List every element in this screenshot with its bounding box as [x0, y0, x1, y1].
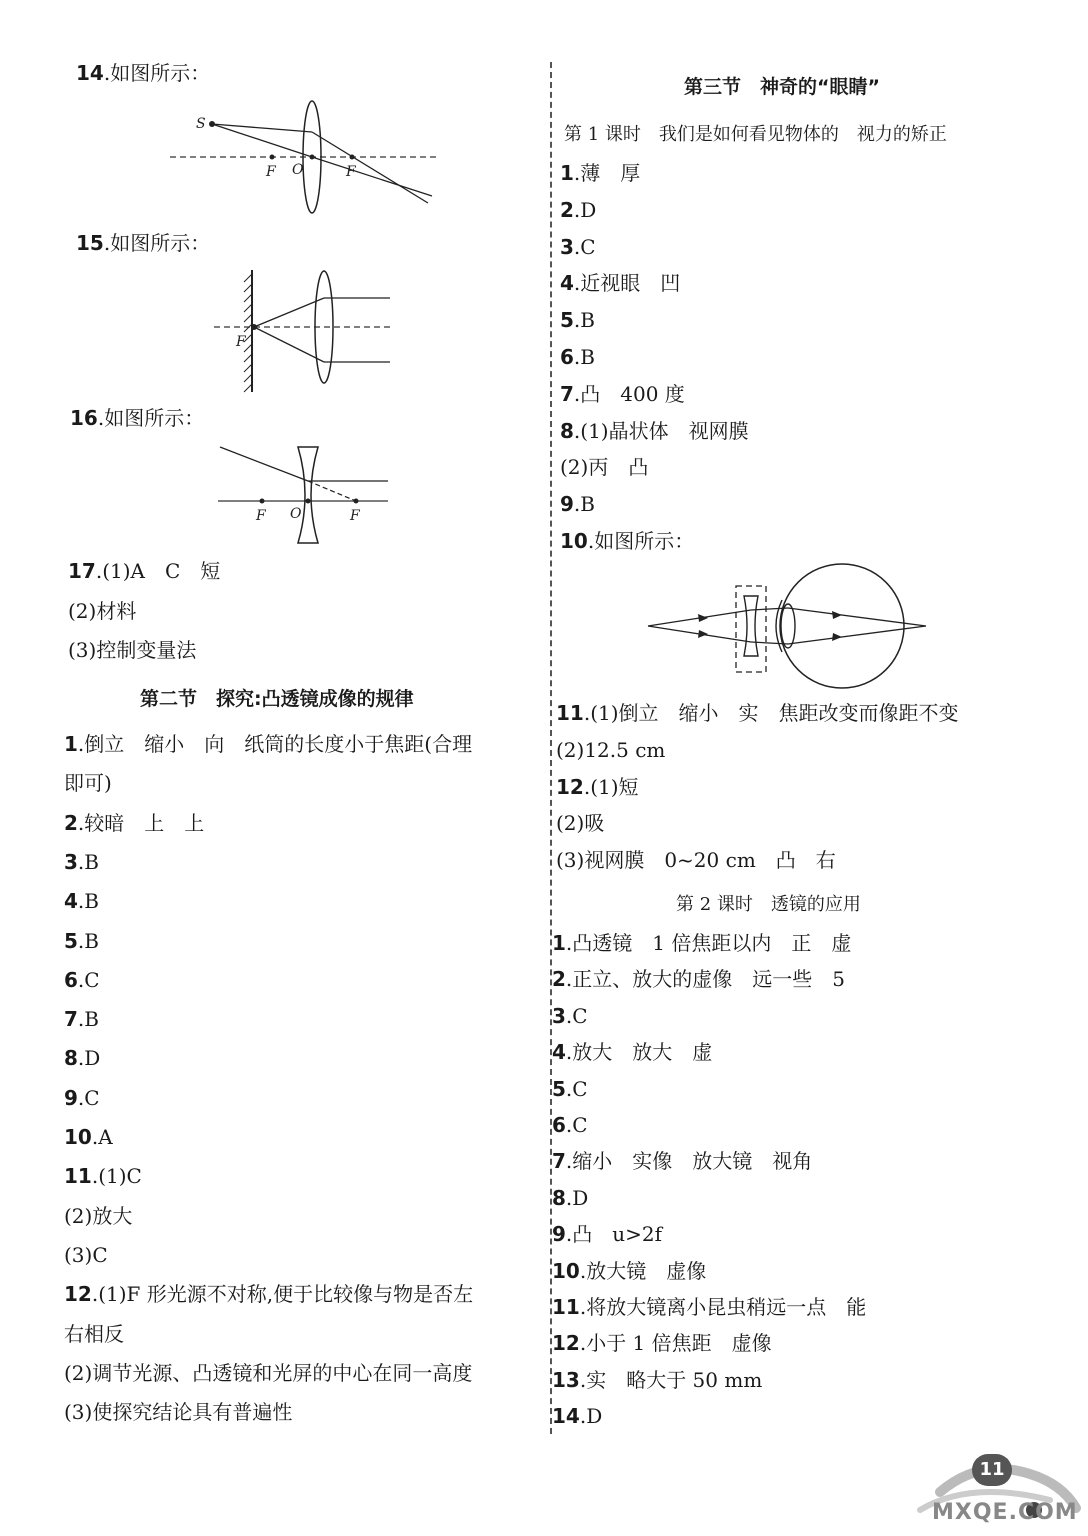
- figure-10-eye-correction: [646, 584, 930, 694]
- answer-text: .(1)晶状体 视网膜: [573, 418, 749, 443]
- answer-text: .较暗 上 上: [77, 810, 205, 835]
- answer-number: 11: [64, 1164, 92, 1189]
- answer-text: .B: [573, 492, 595, 517]
- answer-text: .凸透镜 1 倍焦距以内 正 虚: [565, 931, 852, 955]
- answer-number: 5: [552, 1076, 566, 1101]
- answer-number: 6: [560, 345, 574, 369]
- answer-line: [64, 1281, 473, 1307]
- lesson-2-title: 第 2 课时 透镜的应用: [676, 894, 861, 915]
- answer-line: [64, 849, 99, 875]
- answer-number: 10: [560, 529, 588, 553]
- answer-text: .放大镜 虚像: [579, 1258, 707, 1283]
- answer-line: [64, 731, 472, 757]
- answer-line: [552, 1112, 588, 1138]
- answer-text: .(1)短: [583, 774, 639, 799]
- answer-text: .实 略大于 50 mm: [579, 1367, 763, 1392]
- fig15-label-f: F: [236, 334, 246, 350]
- answer-line: [552, 966, 845, 992]
- answer-line: [68, 558, 220, 584]
- figure-14-convex-lens: [170, 100, 450, 220]
- fig16-label-f2: F: [350, 508, 360, 524]
- answer-line: [560, 344, 595, 370]
- answer-line: [552, 1221, 662, 1247]
- answer-line: [64, 1006, 99, 1032]
- answer-number: 9: [64, 1085, 78, 1110]
- answer-line: [64, 810, 204, 836]
- answer-line: [552, 1294, 866, 1320]
- answer-text: .D: [77, 1046, 101, 1071]
- answer-text: (2)放大: [64, 1203, 133, 1228]
- answer-line: [68, 637, 196, 663]
- answer-line: [560, 381, 685, 407]
- answer-line: [64, 1163, 142, 1189]
- answer-text: .B: [573, 308, 595, 333]
- answer-number: 3: [64, 849, 78, 874]
- answer-line: [560, 234, 596, 260]
- answer-text: (2)吸: [556, 811, 605, 836]
- answer-number: 11: [552, 1295, 580, 1319]
- answer-number: 12: [556, 774, 584, 799]
- answer-line: [64, 888, 99, 914]
- figure-15-mirror-lens: [214, 270, 394, 394]
- answer-text: .B: [77, 1007, 99, 1032]
- answer-line: [552, 1330, 772, 1356]
- answer-line: [64, 1242, 108, 1268]
- answer-line: [68, 598, 136, 624]
- answer-line: [552, 1258, 706, 1284]
- answer-number: 6: [64, 967, 78, 992]
- answer-line: [560, 528, 694, 554]
- answer-line: [64, 1360, 472, 1386]
- answer-line: [560, 197, 596, 223]
- answer-text: (2)材料: [68, 598, 137, 623]
- answer-number: 5: [560, 308, 574, 333]
- right-column: [552, 0, 1088, 1536]
- watermark-text: MXQE.COM: [932, 1500, 1078, 1525]
- answer-number: 10: [552, 1258, 580, 1283]
- answer-text: .C: [565, 1076, 588, 1101]
- answer-line: [552, 1367, 762, 1393]
- answer-line: [560, 270, 680, 296]
- answer-line: [64, 770, 112, 796]
- answer-text: .(1)A C 短: [95, 559, 221, 583]
- answer-line: [64, 1203, 132, 1229]
- answer-line: [560, 454, 648, 480]
- answer-text: .B: [77, 849, 99, 874]
- answer-16: 16.如图所示：: [70, 406, 205, 430]
- answer-text: .将放大镜离小昆虫稍远一点 能: [579, 1295, 867, 1319]
- fig14-label-s: S: [196, 116, 206, 132]
- answer-line: [64, 1399, 292, 1425]
- answer-line: [556, 810, 604, 836]
- answer-text: (3)使探究结论具有普遍性: [64, 1400, 293, 1425]
- answer-line: [552, 1003, 588, 1029]
- answer-text: .凸 400 度: [573, 381, 685, 406]
- answer-line: [552, 1185, 588, 1211]
- answer-text: .D: [565, 1185, 589, 1210]
- answer-text: .如图所示：: [587, 529, 695, 553]
- answer-number: 9: [560, 492, 574, 517]
- answer-line: [560, 491, 595, 517]
- answer-line: [552, 1039, 712, 1065]
- answer-text: (3)视网膜 0~20 cm 凸 右: [556, 848, 836, 873]
- answer-line: [64, 928, 99, 954]
- answer-line: [64, 1124, 113, 1150]
- answer-text: .C: [565, 1113, 588, 1137]
- answer-line: [556, 700, 959, 726]
- answer-15: 15.如图所示：: [76, 231, 211, 255]
- answer-line: [556, 737, 665, 763]
- answer-text: .B: [77, 889, 99, 914]
- answer-number: 8: [64, 1046, 78, 1071]
- answer-number: 7: [64, 1007, 78, 1032]
- answer-number: 7: [552, 1149, 566, 1174]
- answer-text: .(1)F 形光源不对称,便于比较像与物是否左: [91, 1282, 474, 1307]
- answer-text: .近视眼 凹: [573, 271, 681, 296]
- answer-text: .B: [573, 345, 595, 369]
- answer-number: 9: [552, 1222, 566, 1247]
- answer-line: [64, 1321, 124, 1347]
- answer-text: .(1)倒立 缩小 实 焦距改变而像距不变: [583, 701, 959, 725]
- answer-line: [560, 160, 640, 186]
- answer-text: .C: [573, 234, 596, 259]
- answer-line: [556, 847, 836, 873]
- answer-text: (2)丙 凸: [560, 455, 649, 480]
- answer-text: .小于 1 倍焦距 虚像: [579, 1331, 772, 1356]
- fig16-label-o: O: [290, 506, 302, 522]
- answer-line: [560, 418, 749, 444]
- section-2-title: 第二节 探究:凸透镜成像的规律: [140, 688, 414, 710]
- fig14-label-o: O: [292, 162, 304, 178]
- answer-text: .缩小 实像 放大镜 视角: [565, 1149, 813, 1174]
- page-number: 11: [972, 1454, 1012, 1486]
- answer-text: (2)12.5 cm: [556, 737, 666, 762]
- answer-number: 6: [552, 1113, 566, 1137]
- answer-number: 8: [552, 1185, 566, 1210]
- fig16-label-f1: F: [256, 508, 266, 524]
- fig14-label-f2: F: [346, 164, 356, 180]
- section-3-title: 第三节 神奇的“眼睛”: [684, 76, 880, 98]
- answer-text: .薄 厚: [573, 161, 641, 185]
- answer-text: (3)控制变量法: [68, 638, 197, 662]
- answer-text: .(1)C: [91, 1164, 142, 1189]
- fig14-label-f1: F: [266, 164, 276, 180]
- answer-line: [552, 930, 851, 956]
- answer-text: .D: [573, 197, 597, 222]
- answer-line: [64, 1085, 100, 1111]
- answer-number: 2: [64, 810, 78, 835]
- answer-number: 12: [64, 1282, 92, 1307]
- answer-text: .放大 放大 虚: [565, 1040, 713, 1065]
- figure-16-concave-lens: [218, 445, 393, 545]
- answer-14: 14.如图所示：: [76, 61, 211, 85]
- answer-number: 12: [552, 1331, 580, 1356]
- answer-text: .A: [91, 1125, 113, 1149]
- answer-text: 即可): [64, 771, 112, 796]
- answer-number: 2: [552, 967, 566, 992]
- answer-text: (2)调节光源、凸透镜和光屏的中心在同一高度: [64, 1360, 473, 1385]
- answer-text: .正立、放大的虚像 远一些 5: [565, 967, 846, 992]
- answer-text: .C: [77, 967, 100, 992]
- answer-number: 13: [552, 1367, 580, 1392]
- answer-number: 14: [552, 1404, 580, 1429]
- answer-text: .C: [565, 1003, 588, 1028]
- answer-number: 5: [64, 928, 78, 953]
- lesson-1-title: 第 1 课时 我们是如何看见物体的 视力的矫正: [564, 124, 947, 145]
- answer-number: 4: [552, 1040, 566, 1065]
- answer-number: 17: [68, 559, 96, 583]
- answer-text: .倒立 缩小 向 纸筒的长度小于焦距(合理: [77, 732, 473, 756]
- answer-text: (3)C: [64, 1242, 108, 1267]
- answer-number: 3: [552, 1003, 566, 1028]
- answer-line: [552, 1076, 588, 1102]
- answer-number: 3: [560, 234, 574, 259]
- answer-number: 1: [64, 732, 78, 756]
- answer-number: 1: [552, 931, 566, 955]
- answer-text: 右相反: [64, 1321, 124, 1346]
- answer-number: 7: [560, 381, 574, 406]
- answer-line: [552, 1148, 812, 1174]
- answer-line: [552, 1403, 602, 1429]
- answer-line: [64, 967, 100, 993]
- answer-text: .B: [77, 928, 99, 953]
- answer-text: .C: [77, 1085, 100, 1110]
- answer-text: .凸 u>2f: [565, 1222, 663, 1247]
- answer-number: 2: [560, 197, 574, 222]
- answer-text: .D: [579, 1404, 603, 1429]
- answer-number: 11: [556, 701, 584, 725]
- answer-number: 8: [560, 418, 574, 443]
- answer-number: 4: [64, 889, 78, 914]
- answer-number: 4: [560, 271, 574, 296]
- answer-number: 10: [64, 1125, 92, 1149]
- answer-line: [64, 1045, 100, 1071]
- answer-line: [560, 307, 595, 333]
- answer-number: 1: [560, 161, 574, 185]
- answer-line: [556, 774, 639, 800]
